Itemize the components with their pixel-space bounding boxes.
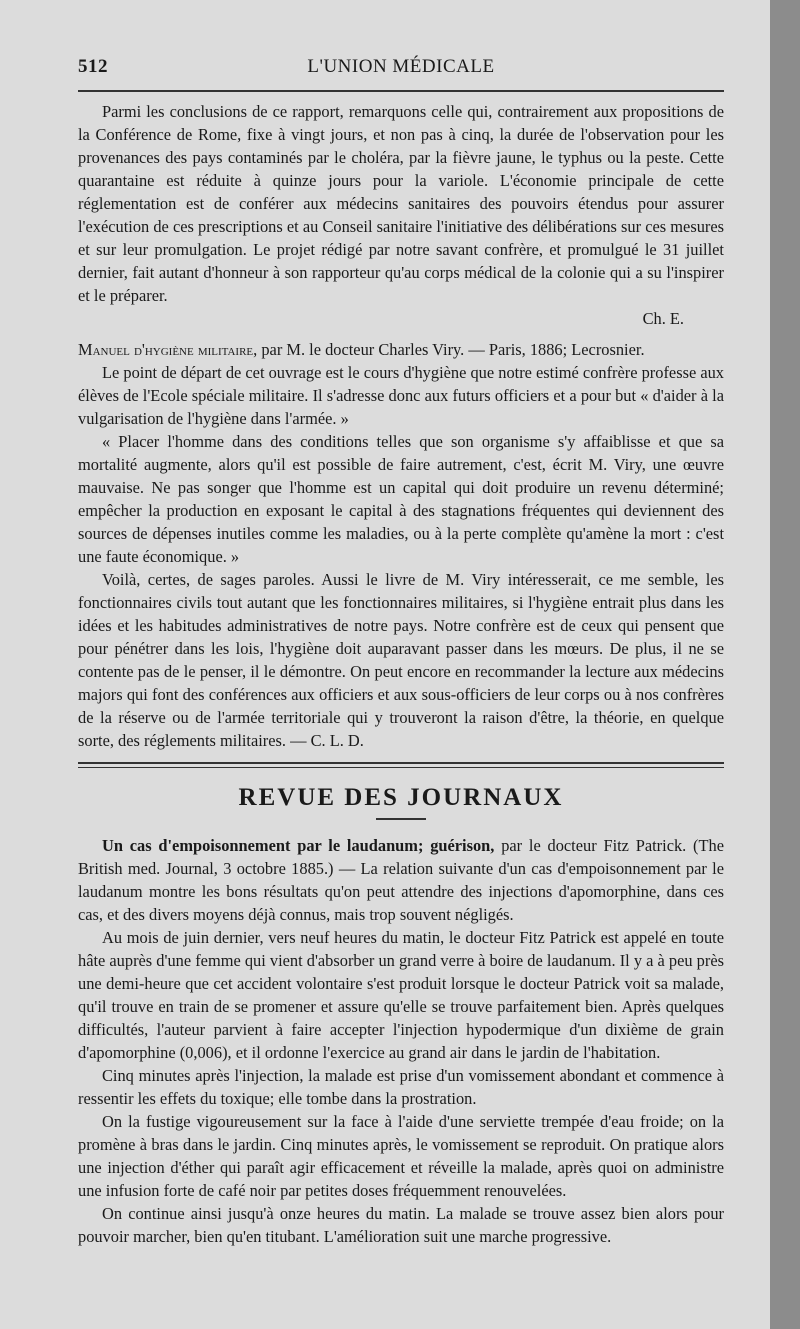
book-review-paragraph: Le point de départ de cet ouvrage est le cours d'hygiène que notre estimé confrère professe aux élèves de l'Ecole spéciale militaire. Il s'adresse donc aux futurs officiers et a pour but « d'aider à la vulgarisation de l'hygiène dans l'armée. » (78, 363, 724, 428)
section-divider (78, 762, 724, 764)
book-review-paragraph: « Placer l'homme dans des conditions telles que son organisme s'y affaiblisse et que sa mortalité augmente, alors qu'il est possible de faire autrement, c'est, écrit M. Viry, une œuvre mauvaise. Ne pas songer que l'homme est un capital qui doit produire un revenu déterminé; empêcher la production en exposant le capital à des stagnations fréquentes qui deviennent des sources de dépenses inutiles comme les maladies, ou à la perte complète qu'amène la mort : c'est une faute économique. » (78, 432, 724, 566)
journal-article-paragraph: Cinq minutes après l'injection, la malade est prise d'un vomissement abondant et commence à ressentir les effets du toxique; elle tombe dans la prostration. (78, 1066, 724, 1108)
journal-article-paragraph: On la fustige vigoureusement sur la face à l'aide d'une serviette trempée d'eau froide; on la promène à bras dans le jardin. Cinq minutes après, le vomissement se reproduit. On pratique alors une injection d'éther qui paraît agir efficacement et réveille la malade, après quoi on administre une infusion forte de café noir par petites doses fréquemment renouvelées. (78, 1112, 724, 1200)
book-title: Manuel d'hygiène militaire, (78, 340, 258, 359)
book-details: par M. le docteur Charles Viry. — Paris, 1886; Lecrosnier. (257, 340, 645, 359)
section-title: REVUE DES JOURNAUX (238, 784, 564, 811)
first-article-signature: Ch. E. (642, 309, 684, 328)
journal-article-paragraph: On continue ainsi jusqu'à onze heures du matin. La malade se trouve assez bien alors pour pouvoir marcher, bien qu'en titubant. L'amélioration suit une marche progressive. (78, 1204, 724, 1246)
journal-article-intro-text: par le docteur Fitz Patrick. (The British med. Journal, 3 octobre 1885.) — La relation suivante d'un cas d'empoisonnement par le laudanum montre les bons résultats qu'on peut attendre des injections d'apomorphine, dans ces cas, et des divers moyens déjà connus, mais trop souvent négligés. (78, 836, 724, 924)
journal-article-paragraph: Au mois de juin dernier, vers neuf heures du matin, le docteur Fitz Patrick est appelé en toute hâte auprès d'une femme qui vient d'absorber un grand verre à boire de laudanum. Il y a à peu près une demi-heure que cet accident volontaire s'est produit lorsque le docteur Patrick voit sa malade, qu'il trouve en train de se promener et assure qu'elle se trouve parfaitement bien. Après quelques difficultés, l'auteur parvient à faire accepter l'injection hypodermique d'un dixième de grain d'apomorphine (0,006), et il ordonne l'exercice au grand air dans le jardin de l'habitation. (78, 928, 724, 1062)
book-review-paragraph: Voilà, certes, de sages paroles. Aussi le livre de M. Viry intéresserait, ce me semble, les fonctionnaires civils tout autant que les fonctionnaires militaires, si l'hygiène entrait plus dans les idées et les habitudes administratives de notre pays. Notre confrère est de ceux qui pensent que pour pénétrer dans les lois, l'hygiène doit auparavant passer dans les mœurs. De plus, il ne se contente pas de le penser, il le démontre. On peut encore en recommander la lecture aux médecins majors qui font des conférences aux officiers et aux sous-officiers de leur corps ou à nos confrères de la réserve ou de l'armée territoriale qui y trouveront la raison d'être, la théorie, en quelque sorte, des réglements militaires. — C. L. D. (78, 570, 724, 750)
running-header (78, 56, 724, 92)
journal-article-intro (78, 834, 724, 926)
running-title: L'UNION MÉDICALE (307, 56, 495, 77)
section-divider-thin (78, 767, 724, 768)
journal-article-title: Un cas d'empoisonnement par le laudanum; guérison, (102, 836, 495, 855)
page-number: 512 (78, 56, 108, 77)
title-underline (376, 818, 426, 820)
first-article-paragraph: Parmi les conclusions de ce rapport, remarquons celle qui, contrairement aux propositions de la Conférence de Rome, fixe à vingt jours, et non pas à cinq, la durée de l'observation pour les provenances des pays contaminés par le choléra, par la fièvre jaune, le typhus ou la peste. Cette quarantaine est réduite à quinze jours pour la variole. L'économie principale de cette réglementation est de conférer aux médecins sanitaires des pouvoirs étendus pour assurer l'exécution de ces prescriptions et au Conseil sanitaire l'initiative des délibérations sur ces mesures et sur leur promulgation. Le projet rédigé par notre savant confrère, et promulgué le 31 juillet dernier, fait autant d'honneur à son rapporteur qu'au corps médical de la colonie qui a su l'inspirer et le préparer. (78, 102, 724, 305)
book-reference (78, 338, 724, 361)
